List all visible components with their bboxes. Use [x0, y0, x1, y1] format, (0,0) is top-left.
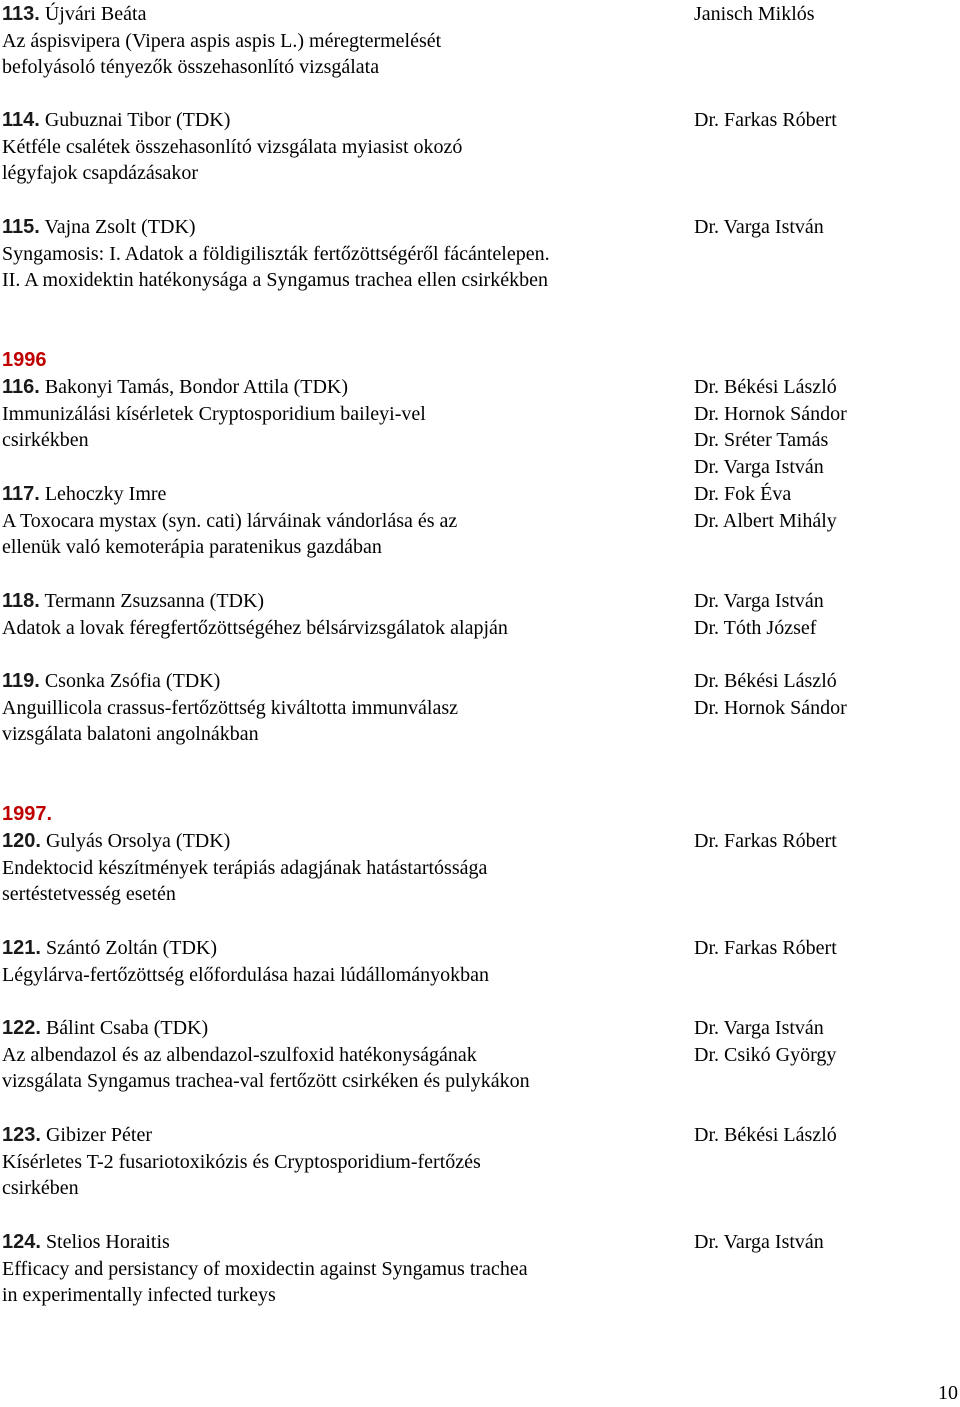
entry-117-heading: 117. Lehoczky Imre [2, 483, 167, 505]
entry-120-heading: 120. Gulyás Orsolya (TDK) [2, 830, 231, 852]
entry-116-supervisor-4: Dr. Varga István [694, 456, 824, 478]
entry-116-title-line-2: csirkékben [2, 429, 89, 451]
entry-124-supervisor: Dr. Varga István [694, 1231, 824, 1253]
entry-114-heading: 114. Gubuznai Tibor (TDK) [2, 109, 231, 131]
entry-124-heading: 124. Stelios Horaitis [2, 1231, 170, 1253]
entry-119-heading: 119. Csonka Zsófia (TDK) [2, 670, 221, 692]
entry-116-heading: 116. Bakonyi Tamás, Bondor Attila (TDK) [2, 376, 349, 398]
entry-123-title-line-2: csirkében [2, 1177, 79, 1199]
entry-118-supervisor-1: Dr. Varga István [694, 590, 824, 612]
entry-123-heading: 123. Gibizer Péter [2, 1124, 153, 1146]
entry-121-heading: 121. Szántó Zoltán (TDK) [2, 937, 218, 959]
year-heading-1997: 1997. [2, 803, 53, 825]
entry-121-supervisor: Dr. Farkas Róbert [694, 937, 837, 959]
entry-113-heading: 113. Újvári Beáta [2, 3, 147, 25]
entry-117-supervisor-1: Dr. Fok Éva [694, 483, 792, 505]
entry-122-supervisor-1: Dr. Varga István [694, 1017, 824, 1039]
entry-120-title-line-2: sertéstetvesség esetén [2, 883, 176, 905]
entry-113-supervisor: Janisch Miklós [694, 3, 815, 25]
entry-114-title-line-1: Kétféle csalétek összehasonlító vizsgálata myiasist okozó [2, 136, 463, 158]
entry-123-title-line-1: Kísérletes T-2 fusariotoxikózis és Cryptosporidium-fertőzés [2, 1151, 481, 1173]
entry-113-title-line-1: Az áspisvipera (Vipera aspis aspis L.) méregtermelését [2, 30, 442, 52]
entry-124-title-line-1: Efficacy and persistancy of moxidectin against Syngamus trachea [2, 1258, 528, 1280]
entry-121-title-line-1: Légylárva-fertőzöttség előfordulása hazai lúdállományokban [2, 964, 490, 986]
entry-119-supervisor-1: Dr. Békési László [694, 670, 837, 692]
entry-115-title-line-1: Syngamosis: I. Adatok a földigiliszták fertőzöttségéről fácántelepen. [2, 243, 550, 265]
entry-118-heading: 118. Termann Zsuzsanna (TDK) [2, 590, 265, 612]
entry-124-title-line-2: in experimentally infected turkeys [2, 1284, 276, 1306]
entry-117-supervisor-2: Dr. Albert Mihály [694, 510, 837, 532]
entry-119-title-line-2: vizsgálata balatoni angolnákban [2, 723, 259, 745]
entry-116-supervisor-3: Dr. Sréter Tamás [694, 429, 829, 451]
entry-122-heading: 122. Bálint Csaba (TDK) [2, 1017, 209, 1039]
entry-115-title-line-2: II. A moxidektin hatékonysága a Syngamus trachea ellen csirkékben [2, 269, 548, 291]
entry-119-supervisor-2: Dr. Hornok Sándor [694, 697, 847, 719]
entry-122-supervisor-2: Dr. Csikó György [694, 1044, 837, 1066]
entry-114-supervisor: Dr. Farkas Róbert [694, 109, 837, 131]
entry-113-title-line-2: befolyásoló tényezők összehasonlító vizsgálata [2, 56, 380, 78]
entry-117-title-line-2: ellenük való kemoterápia paratenikus gazdában [2, 536, 382, 558]
entry-117-title-line-1: A Toxocara mystax (syn. cati) lárváinak vándorlása és az [2, 510, 458, 532]
entry-114-title-line-2: légyfajok csapdázásakor [2, 162, 199, 184]
entry-116-title-line-1: Immunizálási kísérletek Cryptosporidium baileyi-vel [2, 403, 426, 425]
entry-118-title-line-1: Adatok a lovak féregfertőzöttségéhez bélsárvizsgálatok alapján [2, 617, 508, 639]
page-number: 10 [938, 1382, 958, 1404]
entry-115-heading: 115. Vajna Zsolt (TDK) [2, 216, 196, 238]
year-heading-1996: 1996 [2, 349, 47, 371]
entry-123-supervisor: Dr. Békési László [694, 1124, 837, 1146]
entry-118-supervisor-2: Dr. Tóth József [694, 617, 817, 639]
entry-120-supervisor: Dr. Farkas Róbert [694, 830, 837, 852]
entry-122-title-line-1: Az albendazol és az albendazol-szulfoxid hatékonyságának [2, 1044, 477, 1066]
entry-116-supervisor-2: Dr. Hornok Sándor [694, 403, 847, 425]
entry-116-supervisor-1: Dr. Békési László [694, 376, 837, 398]
entry-122-title-line-2: vizsgálata Syngamus trachea-val fertőzött csirkéken és pulykákon [2, 1070, 530, 1092]
entry-119-title-line-1: Anguillicola crassus-fertőzöttség kiváltotta immunválasz [2, 697, 458, 719]
entry-115-supervisor: Dr. Varga István [694, 216, 824, 238]
entry-120-title-line-1: Endektocid készítmények terápiás adagjának hatástartóssága [2, 857, 488, 879]
